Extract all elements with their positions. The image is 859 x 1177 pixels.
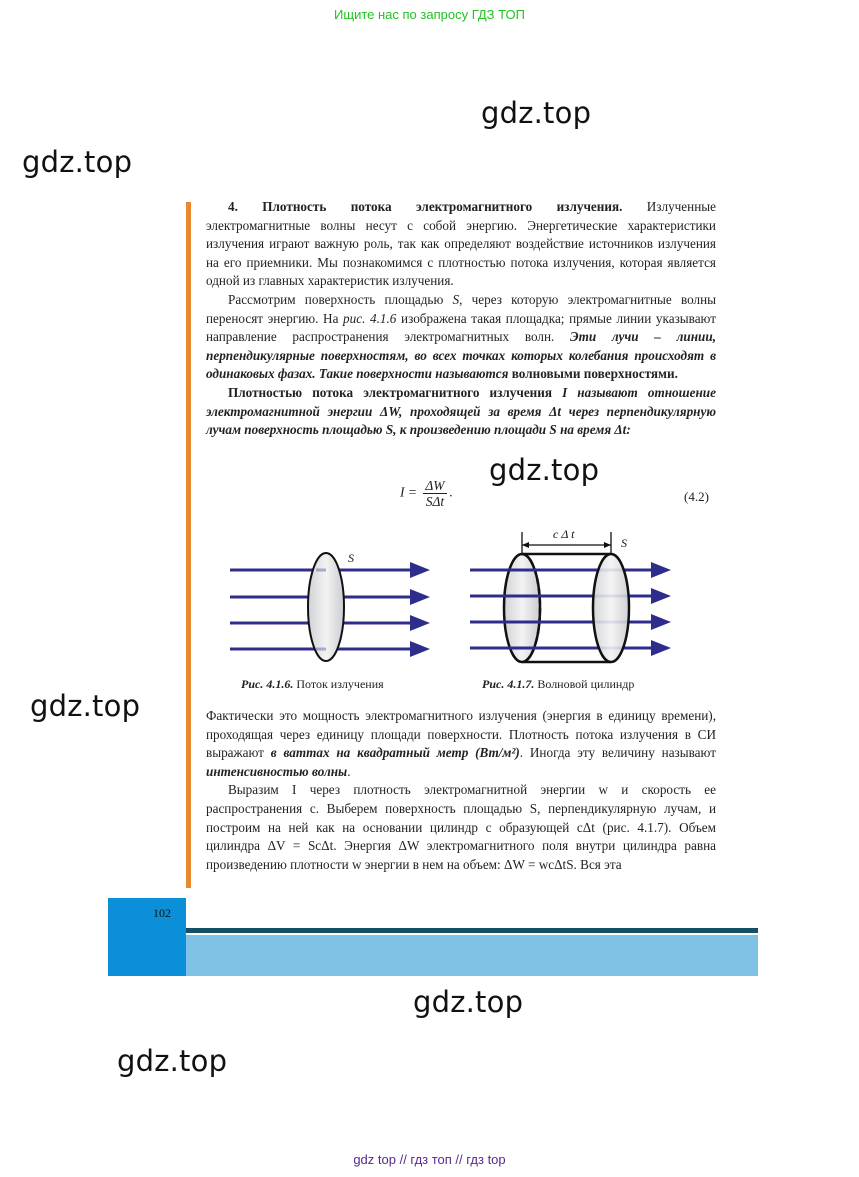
bottom-links[interactable]: gdz top // гдз топ // гдз top: [353, 1152, 506, 1167]
footer-band: [186, 935, 758, 976]
formula-numerator: ΔW: [425, 478, 445, 493]
section-heading: 4. Плотность потока электромагнитного излучения.: [228, 199, 623, 214]
paragraph-text: . Иногда эту величину называют: [519, 745, 716, 761]
ray-arrow: [470, 640, 671, 656]
formula-number: (4.2): [684, 489, 709, 504]
surface-label: S: [348, 551, 354, 565]
search-banner-link[interactable]: Ищите нас по запросу ГДЗ ТОП: [334, 7, 525, 22]
surface-label: S: [621, 536, 627, 550]
paragraph-text: Рассмотрим поверхность площадью: [228, 291, 453, 307]
page-number-block: [108, 898, 186, 976]
cylinder-end-disc: [593, 554, 629, 662]
section-intro: [206, 198, 716, 440]
watermark: gdz.top: [117, 1044, 228, 1078]
formula-tail: .: [449, 484, 453, 500]
term: интенсивностью волны: [206, 763, 348, 779]
watermark: gdz.top: [22, 145, 133, 179]
ray-arrow: [470, 588, 671, 604]
unit-emphasis: в ваттах на квадратный метр (Вт/м²): [270, 745, 520, 761]
figure-wave-cylinder: [465, 520, 685, 670]
definition-text: I называют отношение электромагнитной энергии ΔW, проходящей за время Δt через перпендикулярную лучам поверхность площадью S, к произведению площади S на время Δt:: [206, 384, 716, 438]
definition-text: Эти лучи – линии, перпендикулярные поверхностям, во всех точках которых колебания происходят в одинаковых фазах. Такие поверхности называются: [206, 329, 716, 382]
watermark: gdz.top: [489, 453, 600, 487]
figure-reference: рис. 4.1.6: [343, 310, 397, 326]
figure-caption-4-1-6: [241, 677, 384, 692]
definition-term: Плотностью потока электромагнитного излучения: [228, 384, 553, 400]
watermark: gdz.top: [30, 689, 141, 723]
page-number: 102: [153, 906, 171, 920]
formula-denominator: SΔt: [425, 494, 445, 509]
paragraph-text: изображена такая площадка; прямые линии указывают направление распространения электромагнитных волн.: [206, 310, 716, 345]
paragraph-text: Выразим I через плотность электромагнитной энергии w и скорость ее распространения c. Выберем поверхность площадью S, перпендикулярную лучам, и построим на ней как на основании цилиндр с образующей cΔt (рис. 4.1.7). Объем цилиндра ΔV = ScΔt. Энергия ΔW электромагнитного поля внутри цилиндра равна произведению плотности w энергии в нем на объем: ΔW = wcΔtS. Вся эта: [206, 782, 716, 872]
paragraph-text: Излученные электромагнитные волны несут с собой энергию. Энергетические характеристики излучения играют важную роль, так как определяют воздействие источников излучения на его приемники. Мы познакомимся с плотностью потока излучения, которая является одной из главных характеристик излучения.: [206, 199, 716, 289]
margin-accent-bar: [186, 202, 191, 888]
caption-ref: Рис. 4.1.6.: [241, 677, 294, 691]
caption-text: Волновой цилиндр: [534, 677, 635, 691]
paragraph-text: Фактически это мощность электромагнитного излучения (энергия в единицу времени), проходящая через единицу площади поверхности. Плотность потока излучения в СИ выражают: [206, 708, 716, 761]
footer-rule: [186, 928, 758, 933]
formula-lhs: I =: [400, 484, 417, 500]
caption-text: Поток излучения: [293, 677, 384, 691]
ray-arrow: [470, 614, 671, 630]
dimension-label: c Δ t: [553, 527, 575, 541]
figure-caption-4-1-7: [482, 677, 634, 692]
caption-ref: Рис. 4.1.7.: [482, 677, 535, 691]
paragraph-text: .: [347, 763, 351, 779]
watermark: gdz.top: [481, 96, 592, 130]
term: волновыми поверхностями.: [508, 366, 678, 382]
figure-radiation-flux: [220, 545, 440, 670]
paragraph-text: , через которую электромагнитные волны переносят энергию. На: [206, 291, 716, 326]
formula-fraction: [423, 478, 446, 509]
ray-arrow: [470, 562, 671, 578]
watermark: gdz.top: [413, 985, 524, 1019]
section-continuation: [206, 707, 716, 874]
formula-4-2: [400, 478, 453, 509]
variable: S: [452, 291, 460, 307]
